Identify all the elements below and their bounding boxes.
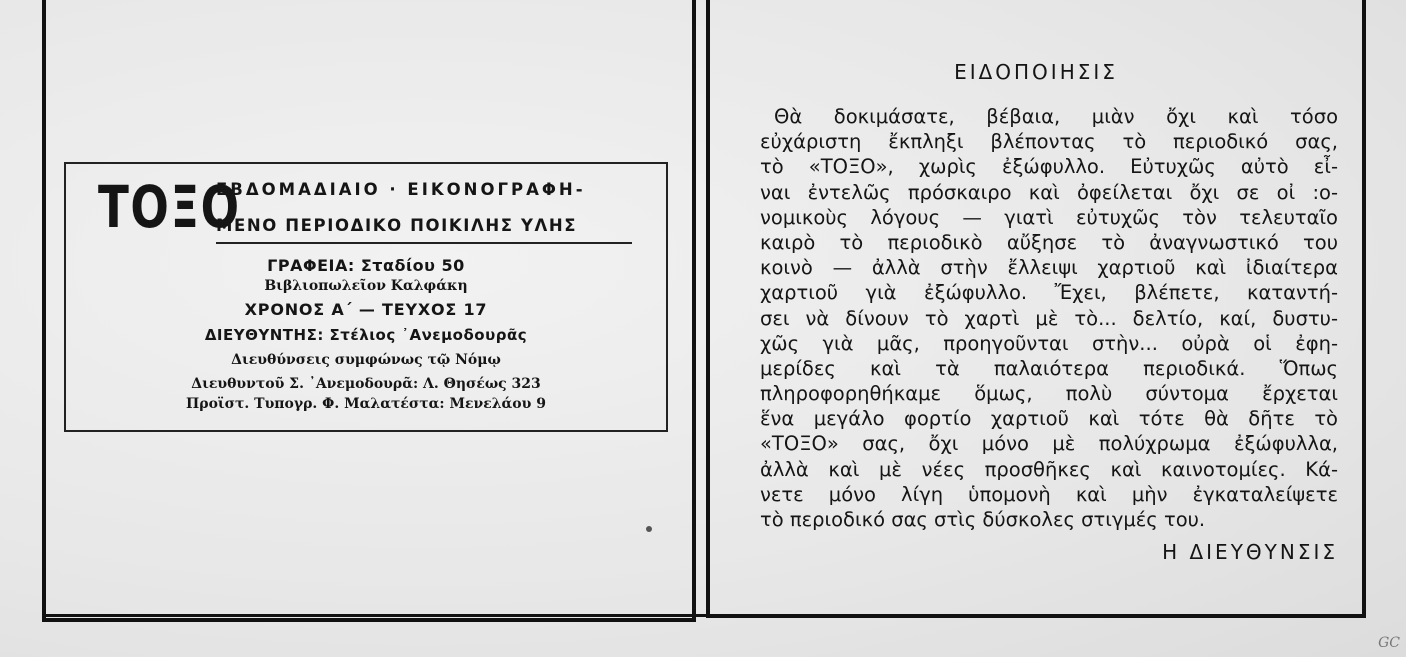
notice-line: τὸ «ΤΟΞΟ», χωρὶς ἐξώφυλλο. Εὐτυχῶς αὐτὸ εἶ- bbox=[760, 155, 1338, 179]
notice-line: νομικοὺς λόγους — γιατὶ εὐτυχῶς τὸν τελευταῖο bbox=[760, 205, 1338, 229]
notice-signature: Η ΔΙΕΥΘΥΝΣΙΣ bbox=[1162, 540, 1338, 564]
notice-title: ΕΙΔΟΠΟΙΗΣΙΣ bbox=[954, 60, 1118, 84]
notice-line: πληροφορηθήκαμε ὅμως, πολὺ σύντομα ἔρχεται bbox=[760, 382, 1338, 406]
tagline-line-2: ΜΕΝΟ ΠΕΡΙΟΔΙΚΟ ΠΟΙΚΙΛΗΣ ΥΛΗΣ bbox=[216, 216, 578, 235]
notice-line: ἀλλὰ καὶ μὲ νέες προσθῆκες καὶ καινοτομίες. Κά- bbox=[760, 457, 1338, 481]
bottom-rule bbox=[42, 614, 1366, 617]
notice-line: ναι ἐντελῶς πρόσκαιρο καὶ ὀφείλεται ὄχι σε οἰ :ο- bbox=[760, 180, 1338, 204]
notice-line: Θὰ δοκιμάσατε, βέβαια, μιὰν ὄχι καὶ τόσο bbox=[774, 105, 1338, 128]
director-address: Διευθυντοῦ Σ. ᾿Ανεμοδουρᾶ: Λ. Θησέως 323 bbox=[191, 376, 541, 392]
notice-line: νετε μόνο λίγη ὑπομονὴ καὶ μὴν ἐγκαταλείψετε bbox=[760, 482, 1338, 506]
addresses-note: Διευθύνσεις συμφώνως τῷ Νόμῳ bbox=[231, 352, 501, 368]
notice-line: τὸ περιοδικό σας στὶς δύσκολες στιγμές του. bbox=[760, 508, 1206, 531]
masthead-divider bbox=[216, 242, 632, 244]
notice-line: χῶς γιὰ μᾶς, προηγοῦνται στὴν... οὐρὰ οἱ ἐφη- bbox=[760, 331, 1338, 355]
print-speck bbox=[646, 526, 652, 532]
notice-line: σει νὰ δίνουν τὸ χαρτὶ μὲ τὸ... δελτίο, καί, δυστυ- bbox=[760, 306, 1338, 330]
offices-line: ΓΡΑΦΕΙΑ: Σταδίου 50 bbox=[267, 256, 465, 275]
year-issue-line: ΧΡΟΝΟΣ Α΄ — ΤΕΥΧΟΣ 17 bbox=[244, 300, 488, 319]
notice-line: καιρὸ τὸ περιοδικὸ αὔξησε τὸ ἀναγνωστικό του bbox=[760, 230, 1338, 254]
director-line: ΔΙΕΥΘΥΝΤΗΣ: Στέλιος ᾿Ανεμοδουρᾶς bbox=[204, 326, 528, 344]
bookshop-line: Βιβλιοπωλεῖον Καλφάκη bbox=[264, 278, 468, 294]
logo: ΤΟΞΟ bbox=[98, 173, 241, 241]
tagline-line-1: ΕΒΔΟΜΑΔΙΑΙΟ · ΕΙΚΟΝΟΓΡΑΦΗ- bbox=[216, 180, 586, 199]
corner-watermark: GC bbox=[1378, 635, 1400, 651]
notice-line: κοινὸ — ἀλλὰ στὴν ἔλλειψι χαρτιοῦ καὶ ἰδιαίτερα bbox=[760, 256, 1338, 280]
notice-line: μερίδες καὶ τὰ παλαιότερα περιοδικά. Ὅπως bbox=[760, 356, 1338, 380]
printer-address: Προϊστ. Τυπογρ. Φ. Μαλατέστα: Μενελάου 9 bbox=[186, 396, 546, 412]
notice-line: ἕνα μεγάλο φορτίο χαρτιοῦ καὶ τότε θὰ δῆτε τὸ bbox=[760, 407, 1338, 431]
notice-line: χαρτιοῦ γιὰ ἐξώφυλλο. Ἔχει, βλέπετε, καταντή- bbox=[760, 281, 1338, 305]
notice-line: εὐχάριστη ἔκπληξι βλέποντας τὸ περιοδικό σας, bbox=[760, 130, 1338, 154]
masthead-header bbox=[66, 164, 666, 244]
masthead-box bbox=[64, 162, 668, 432]
notice-body bbox=[760, 104, 1338, 532]
notice-line: «ΤΟΞΟ» σας, ὄχι μόνο μὲ πολύχρωμα ἐξώφυλλα, bbox=[760, 432, 1338, 456]
